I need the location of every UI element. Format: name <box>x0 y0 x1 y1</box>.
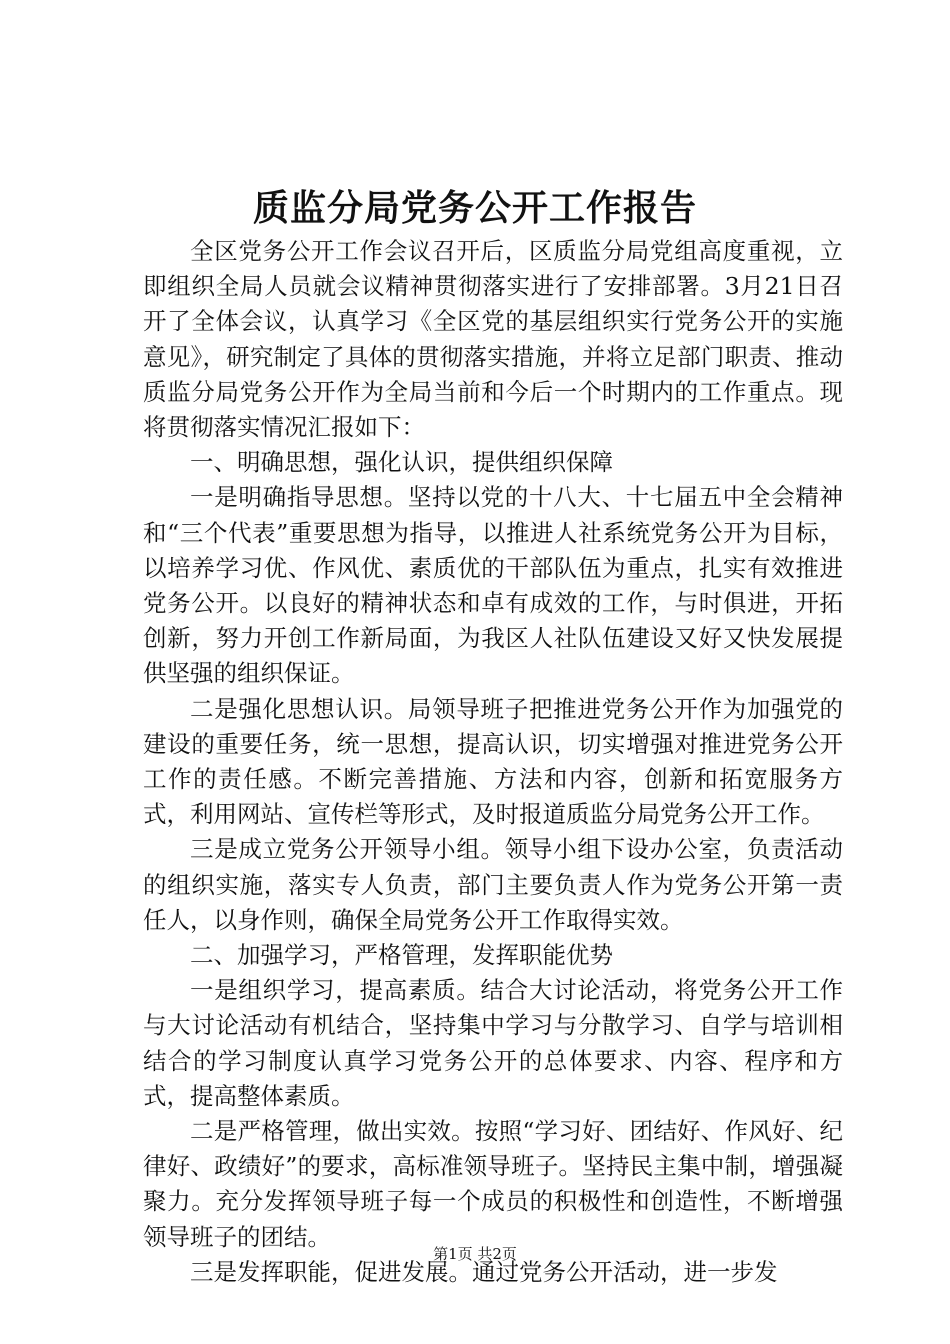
section-heading-1: 一、明确思想，强化认识，提供组织保障 <box>190 448 613 477</box>
paragraph: 二是严格管理，做出实效。按照“学习好、团结好、作风好、纪律好、政绩好”的要求，高标准领导班子。坚持民主集中制，增强凝聚力。充分发挥领导班子每一个成员的积极性和创造性，不断增强领导班子的团结。 <box>143 1117 843 1251</box>
paragraph: 三是成立党务公开领导小组。领导小组下设办公室，负责活动的组织实施，落实专人负责，部门主要负责人作为党务公开第一责任人，以身作则，确保全局党务公开工作取得实效。 <box>143 835 843 934</box>
paragraph: 一是明确指导思想。坚持以党的十八大、十七届五中全会精神和“三个代表”重要思想为指导，以推进人社系统党务公开为目标，以培养学习优、作风优、素质优的干部队伍为重点，扎实有效推进党务公开。以良好的精神状态和卓有成效的工作，与时俱进，开拓创新，努力开创工作新局面，为我区人社队伍建设又好又快发展提供坚强的组织保证。 <box>143 483 843 688</box>
paragraph: 二是强化思想认识。局领导班子把推进党务公开作为加强党的建设的重要任务，统一思想，提高认识，切实增强对推进党务公开工作的责任感。不断完善措施、方法和内容，创新和拓宽服务方式，利用网站、宣传栏等形式，及时报道质监分局党务公开工作。 <box>143 694 843 829</box>
page-number-footer: 第1页 共2页 <box>433 1245 517 1263</box>
section-heading-2: 二、加强学习，严格管理，发挥职能优势 <box>190 941 613 970</box>
document-body <box>143 234 843 1290</box>
document-title: 质监分局党务公开工作报告 <box>252 187 697 229</box>
paragraph: 三是发挥职能，促进发展。通过党务公开活动，进一步发 <box>190 1257 778 1286</box>
paragraph: 一是组织学习，提高素质。结合大讨论活动，将党务公开工作与大讨论活动有机结合，坚持集中学习与分散学习、自学与培训相结合的学习制度认真学习党务公开的总体要求、内容、程序和方式，提高整体素质。 <box>143 976 843 1110</box>
paragraph-intro: 全区党务公开工作会议召开后，区质监分局党组高度重视，立即组织全局人员就会议精神贯彻落实进行了安排部署。3月21日召开了全体会议，认真学习《全区党的基层组织实行党务公开的实施意见》，研究制定了具体的贯彻落实措施，并将立足部门职责、推动质监分局党务公开作为全局当前和今后一个时期内的工作重点。现将贯彻落实情况汇报如下： <box>143 237 843 442</box>
